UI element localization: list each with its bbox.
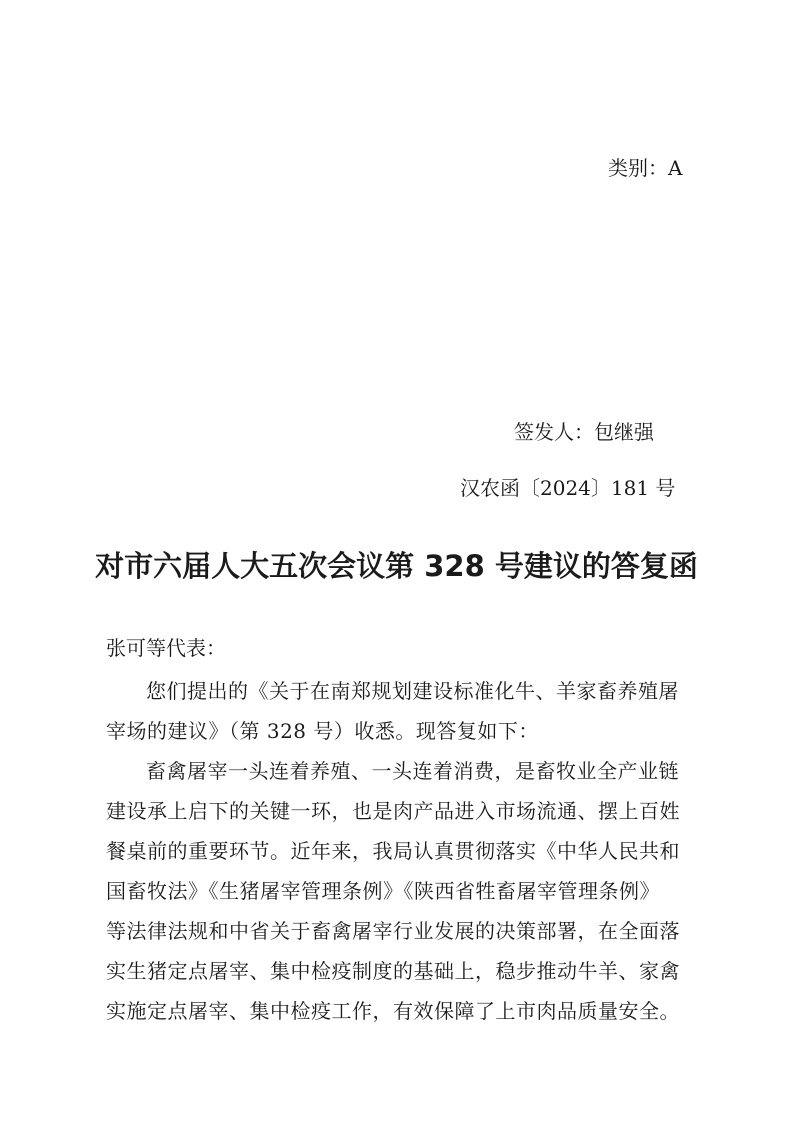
salutation: 张可等代表： xyxy=(106,636,226,660)
paragraph-line: 餐桌前的重要环节。近年来，我局认真贯彻落实《中华人民共和 xyxy=(106,839,680,863)
document-category: 类别：A xyxy=(608,156,683,180)
paragraph-line: 您们提出的《关于在南郑规划建设标准化牛、羊家畜养殖屠 xyxy=(146,679,679,703)
paragraph-line: 实施定点屠宰、集中检疫工作，有效保障了上市肉品质量安全。 xyxy=(106,999,680,1023)
paragraph-line: 宰场的建议》（第 328 号）收悉。现答复如下： xyxy=(106,719,539,743)
paragraph-line: 畜禽屠宰一头连着养殖、一头连着消费，是畜牧业全产业链 xyxy=(146,759,679,783)
paragraph-line: 等法律法规和中省关于畜禽屠宰行业发展的决策部署，在全面落 xyxy=(106,919,680,943)
document-title: 对市六届人大五次会议第 328 号建议的答复函 xyxy=(95,549,698,583)
document-signer: 签发人：包继强 xyxy=(514,420,654,444)
paragraph-line: 实生猪定点屠宰、集中检疫制度的基础上，稳步推动牛羊、家禽 xyxy=(106,959,680,983)
paragraph-line: 国畜牧法》《生猪屠宰管理条例》《陕西省牲畜屠宰管理条例》 xyxy=(106,879,660,903)
paragraph-line: 建设承上启下的关键一环，也是肉产品进入市场流通、摆上百姓 xyxy=(106,799,680,823)
document-number: 汉农函〔2024〕181 号 xyxy=(460,476,676,500)
